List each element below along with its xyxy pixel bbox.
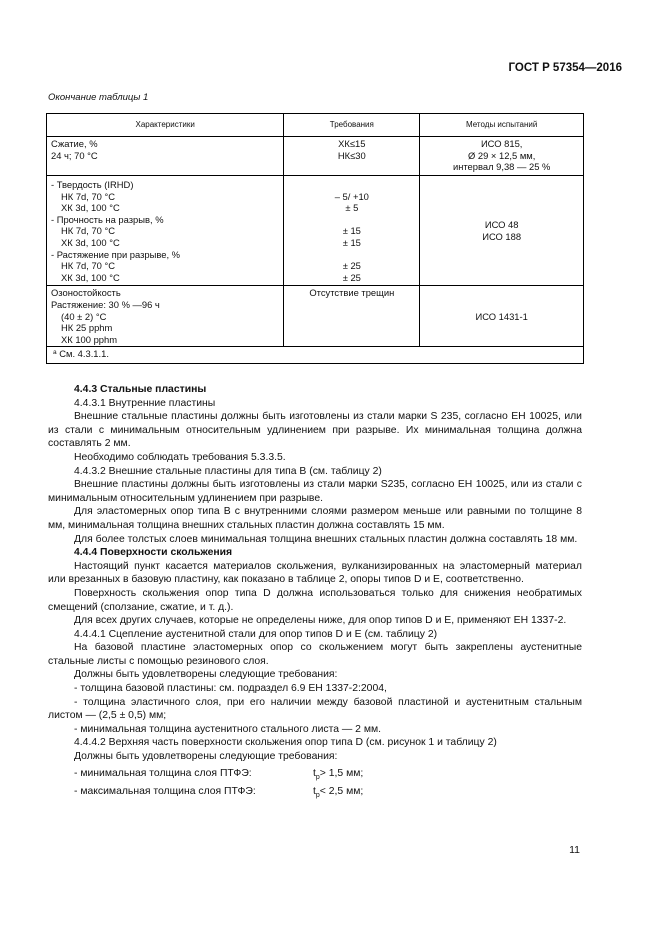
- bullet-item: - минимальная толщина аустенитного стального листа — 2 мм.: [74, 723, 382, 735]
- table-cell: [420, 176, 584, 286]
- cell-line: НК 7d, 70 °С: [61, 260, 116, 272]
- cell-line: - Растяжение при разрыве, %: [51, 248, 180, 260]
- cell-line: ХК 3d, 100 °С: [61, 202, 120, 214]
- table-cell: [420, 286, 584, 347]
- bullet-item: - толщина базовой пластины: см. подраздел 6.9 ЕН 1337-2:2004,: [74, 683, 387, 695]
- table-row: [47, 176, 584, 286]
- cell-line: ХК 100 pphm: [61, 333, 118, 345]
- requirement-value: $t_p< 2,5$ мм;: [313, 786, 364, 800]
- cell-line: интервал 9,38 — 25 %: [452, 161, 551, 173]
- bullet-item: - толщина эластичного слоя, при его наличии между базовой пластиной и аустенитным стальным листом — (2,5 ± 0,5) мм;: [48, 696, 582, 722]
- cell-line: [288, 214, 415, 226]
- requirement-value: $t_p> 1,5$ мм;: [313, 767, 364, 781]
- table-footnote-row: [47, 347, 584, 364]
- column-header: Требования: [284, 114, 420, 137]
- document-code: ГОСТ Р 57354—2016: [508, 62, 622, 74]
- table-cell: [284, 286, 420, 347]
- cell-line: НК 7d, 70 °С: [61, 190, 116, 202]
- body-text: [48, 383, 582, 800]
- subsection-heading: 4.4.3.1 Внутренние пластины: [74, 397, 216, 409]
- paragraph: Внешние пластины должны быть изготовлены из стали марки S235, согласно ЕН 10025, или из стали с минимальным относительным удлинением при разрыве.: [48, 479, 582, 504]
- cell-line: - Твердость (IRHD): [51, 179, 134, 190]
- requirement-label: - минимальная толщина слоя ПТФЭ:: [74, 767, 252, 779]
- cell-line: ХК 3d, 100 °С: [61, 271, 120, 283]
- cell-line: Сжатие, %: [51, 138, 98, 149]
- column-header: Методы испытаний: [420, 114, 584, 137]
- section-heading: 4.4.3 Стальные пластины: [74, 384, 207, 395]
- cell-line: НК 7d, 70 °С: [61, 225, 116, 237]
- table-cell: [47, 137, 284, 176]
- cell-line: Отсутствие трещин: [309, 287, 395, 299]
- paragraph: Для более толстых слоев минимальная толщина внешних стальных пластин должна составлять 18 мм.: [74, 533, 578, 545]
- requirement-label: - максимальная толщина слоя ПТФЭ:: [74, 786, 256, 798]
- cell-line: ± 15: [342, 225, 361, 237]
- cell-line: [288, 179, 415, 191]
- paragraph: Для всех других случаев, которые не определены ниже, для опор типов D и Е, применяют ЕН 1337-2.: [74, 615, 567, 627]
- section-heading: 4.4.4 Поверхности скольжения: [74, 547, 233, 559]
- subsection-heading: 4.4.4.2 Верхняя часть поверхности скольжения опор типа D (см. рисунок 1 и таблицу 2): [74, 737, 497, 749]
- table-cell: [47, 286, 284, 347]
- subsection-heading: 4.4.3.2 Внешние стальные пластины для типа В (см. таблицу 2): [74, 465, 382, 477]
- table-cell: [420, 137, 584, 176]
- cell-line: ИСО 815,: [480, 138, 523, 149]
- cell-line: [288, 249, 415, 261]
- table-header-row: [47, 114, 584, 137]
- paragraph: Настоящий пункт касается материалов скольжения, вулканизированных на эластомерный материал или врезанных в базовую пластину, как показано в таблице 2, опоры типов D и Е, соответственно.: [48, 560, 582, 586]
- table-caption: Окончание таблицы 1: [48, 92, 149, 103]
- table-cell: [284, 176, 420, 286]
- footnote-text: См. 4.3.1.1.: [59, 348, 109, 360]
- paragraph: Должны быть удовлетворены следующие требования:: [74, 751, 338, 763]
- paragraph: Для эластомерных опор типа В с внутренними слоями размером меньше или равными по толщине 8 мм, минимальная толщина внешних стальных пластин должна составлять 15 мм.: [48, 506, 582, 531]
- requirement-line: [48, 767, 582, 782]
- paragraph: Внешние стальные пластины должны быть изготовлены из стали марки S 235, согласно ЕН 10025, или из стали с минимальным относительным удлинением при разрыве. Их минимальная толщина должна составлять 2 мм.: [48, 411, 582, 450]
- cell-line: ± 5: [345, 202, 359, 214]
- cell-line: Ø 29 × 12,5 мм,: [467, 149, 536, 161]
- table-row: [47, 137, 584, 176]
- paragraph: На базовой пластине эластомерных опор со скольжением могут быть закреплены аустенитные стальные листы с помощью резинового слоя.: [48, 642, 582, 667]
- paragraph: Должны быть удовлетворены следующие требования:: [74, 669, 338, 681]
- cell-line: ХК≤15: [338, 138, 366, 149]
- cell-line: - Прочность на разрыв, %: [51, 213, 164, 225]
- subsection-heading: 4.4.4.1 Сцепление аустенитной стали для опор типов D и Е (см. таблицу 2): [74, 628, 438, 640]
- cell-line: ИСО 1431-1: [475, 310, 528, 322]
- cell-line: (40 ± 2) °С: [61, 310, 107, 322]
- cell-line: Озоностойкость: [51, 287, 121, 299]
- table-footnote: [47, 347, 584, 364]
- cell-line: Растяжение: 30 % —96 ч: [51, 298, 160, 310]
- cell-line: ХК 3d, 100 °С: [61, 236, 120, 248]
- table-cell: [47, 176, 284, 286]
- page-number: 11: [569, 844, 580, 856]
- cell-line: ИСО 48: [484, 219, 519, 231]
- footnote-mark: a: [53, 349, 57, 357]
- cell-line: ± 25: [342, 260, 361, 272]
- cell-line: – 5/ +10: [334, 190, 369, 202]
- table-cell: [284, 137, 420, 176]
- cell-line: 24 ч; 70 °С: [51, 149, 98, 161]
- table-row: [47, 286, 584, 347]
- paragraph: Поверхность скольжения опор типа D должна использоваться только для снижения необратимых смещений (сползание, сжатие, и т. д.).: [48, 587, 582, 613]
- cell-line: НК≤30: [337, 149, 366, 161]
- requirement-line: [48, 785, 582, 800]
- cell-line: НК 25 pphm: [61, 322, 113, 334]
- column-header: Характеристики: [47, 114, 284, 137]
- cell-line: ИСО 188: [482, 230, 522, 242]
- paragraph: Необходимо соблюдать требования 5.3.3.5.: [74, 451, 286, 463]
- cell-line: ± 15: [342, 236, 361, 248]
- requirements-table: [46, 113, 584, 364]
- cell-line: ± 25: [342, 271, 361, 283]
